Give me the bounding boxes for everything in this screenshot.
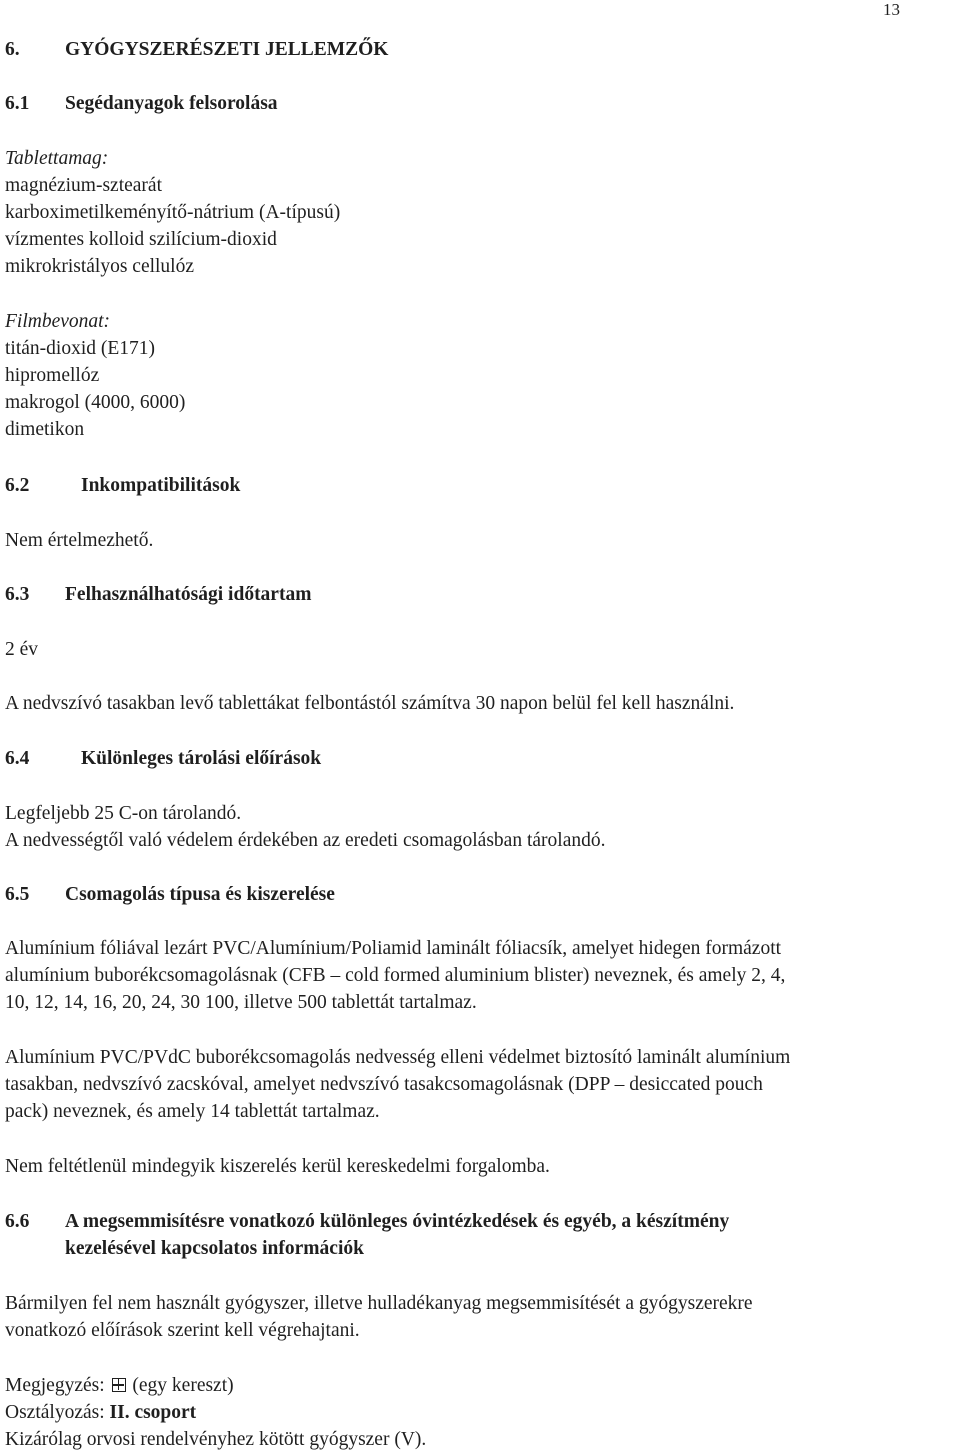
page-number: 13 xyxy=(883,0,900,19)
paragraph-line: Alumínium fóliával lezárt PVC/Alumínium/Poliamid laminált fóliacsík, amelyet hidegen formázott xyxy=(5,938,782,959)
paragraph-line: A nedvességtől való védelem érdekében az eredeti csomagolásban tárolandó. xyxy=(5,830,606,851)
shelf-life-note xyxy=(5,690,952,717)
note-label: Megjegyzés: xyxy=(5,1375,105,1396)
section-number: 6.5 xyxy=(5,884,30,905)
section-number: 6.2 xyxy=(5,475,30,496)
section-title: Különleges tárolási előírások xyxy=(81,748,322,769)
packaging-paragraph-2 xyxy=(5,1044,952,1125)
section-title: kezelésével kapcsolatos információk xyxy=(65,1238,364,1259)
paragraph-line: Nem feltétlenül mindegyik kiszerelés kerül kereskedelmi forgalomba. xyxy=(5,1156,550,1177)
section-title: A megsemmisítésre vonatkozó különleges óvintézkedések és egyéb, a készítmény xyxy=(65,1211,730,1232)
section-title: Felhasználhatósági időtartam xyxy=(65,584,312,605)
incompatibility-text xyxy=(5,527,952,554)
section-6-1-heading xyxy=(5,90,278,117)
classification-label: Osztályozás: xyxy=(5,1402,105,1423)
section-6-4-heading xyxy=(5,745,321,772)
core-excipients xyxy=(5,145,952,280)
section-title: Segédanyagok felsorolása xyxy=(65,93,278,114)
section-title: Inkompatibilitások xyxy=(81,475,241,496)
paragraph-line: 10, 12, 14, 16, 20, 24, 30 100, illetve 500 tablettát tartalmaz. xyxy=(5,992,477,1013)
section-number: 6.3 xyxy=(5,584,30,605)
list-item: mikrokristályos cellulóz xyxy=(5,256,195,277)
list-item: makrogol (4000, 6000) xyxy=(5,392,186,413)
section-6-6-heading xyxy=(5,1208,729,1235)
coating-excipients xyxy=(5,308,952,443)
classification-notes xyxy=(5,1372,952,1453)
section-6-6-heading-cont xyxy=(65,1235,364,1262)
paragraph: 2 év xyxy=(5,639,39,660)
paragraph: A nedvszívó tasakban levő tablettákat felbontástól számítva 30 napon belül fel kell használni. xyxy=(5,693,735,714)
section-title: Csomagolás típusa és kiszerelése xyxy=(65,884,335,905)
section-title: GYÓGYSZERÉSZETI JELLEMZŐK xyxy=(65,39,389,60)
list-item: hipromellóz xyxy=(5,365,100,386)
packaging-paragraph-1 xyxy=(5,935,952,1016)
section-6-3-heading xyxy=(5,581,311,608)
paragraph-line: Alumínium PVC/PVdC buborékcsomagolás nedvesség elleni védelmet biztosító laminált alumínium xyxy=(5,1047,791,1068)
note-line xyxy=(5,1372,952,1399)
paragraph-line: pack) neveznek, és amely 14 tablettát tartalmaz. xyxy=(5,1101,380,1122)
section-6-5-heading xyxy=(5,881,335,908)
note-text: (egy kereszt) xyxy=(132,1375,234,1396)
packaging-paragraph-3 xyxy=(5,1153,952,1180)
list-item: magnézium-sztearát xyxy=(5,175,162,196)
section-number: 6.6 xyxy=(5,1211,30,1232)
classification-value: II. csoport xyxy=(109,1402,197,1423)
list-item: dimetikon xyxy=(5,419,85,440)
list-item: vízmentes kolloid szilícium-dioxid xyxy=(5,229,277,250)
paragraph-line: vonatkozó előírások szerint kell végrehajtani. xyxy=(5,1320,360,1341)
prescription-status: Kizárólag orvosi rendelvényhez kötött gyógyszer (V). xyxy=(5,1429,427,1450)
section-6-heading xyxy=(5,36,388,63)
list-item: karboximetilkeményítő-nátrium (A-típusú) xyxy=(5,202,341,223)
paragraph: Nem értelmezhető. xyxy=(5,530,154,551)
section-number: 6. xyxy=(5,39,20,60)
section-number: 6.1 xyxy=(5,93,30,114)
paragraph-line: tasakban, nedvszívó zacskóval, amelyet nedvszívó tasakcsomagolásnak (DPP – desiccated pouch xyxy=(5,1074,763,1095)
paragraph-line: Bármilyen fel nem használt gyógyszer, illetve hulladékanyag megsemmisítését a gyógyszerekre xyxy=(5,1293,753,1314)
cross-icon xyxy=(112,1378,126,1392)
paragraph-line: Legfeljebb 25 C-on tárolandó. xyxy=(5,803,242,824)
list-item: titán-dioxid (E171) xyxy=(5,338,156,359)
paragraph-line: alumínium buborékcsomagolásnak (CFB – cold formed aluminium blister) neveznek, és amely 2, 4, xyxy=(5,965,786,986)
core-label: Tablettamag: xyxy=(5,148,109,169)
section-number: 6.4 xyxy=(5,748,30,769)
storage-text xyxy=(5,800,952,854)
disposal-paragraph xyxy=(5,1290,952,1344)
section-6-2-heading xyxy=(5,472,240,499)
shelf-life xyxy=(5,636,952,663)
coating-label: Filmbevonat: xyxy=(5,311,111,332)
classification-line xyxy=(5,1399,952,1426)
